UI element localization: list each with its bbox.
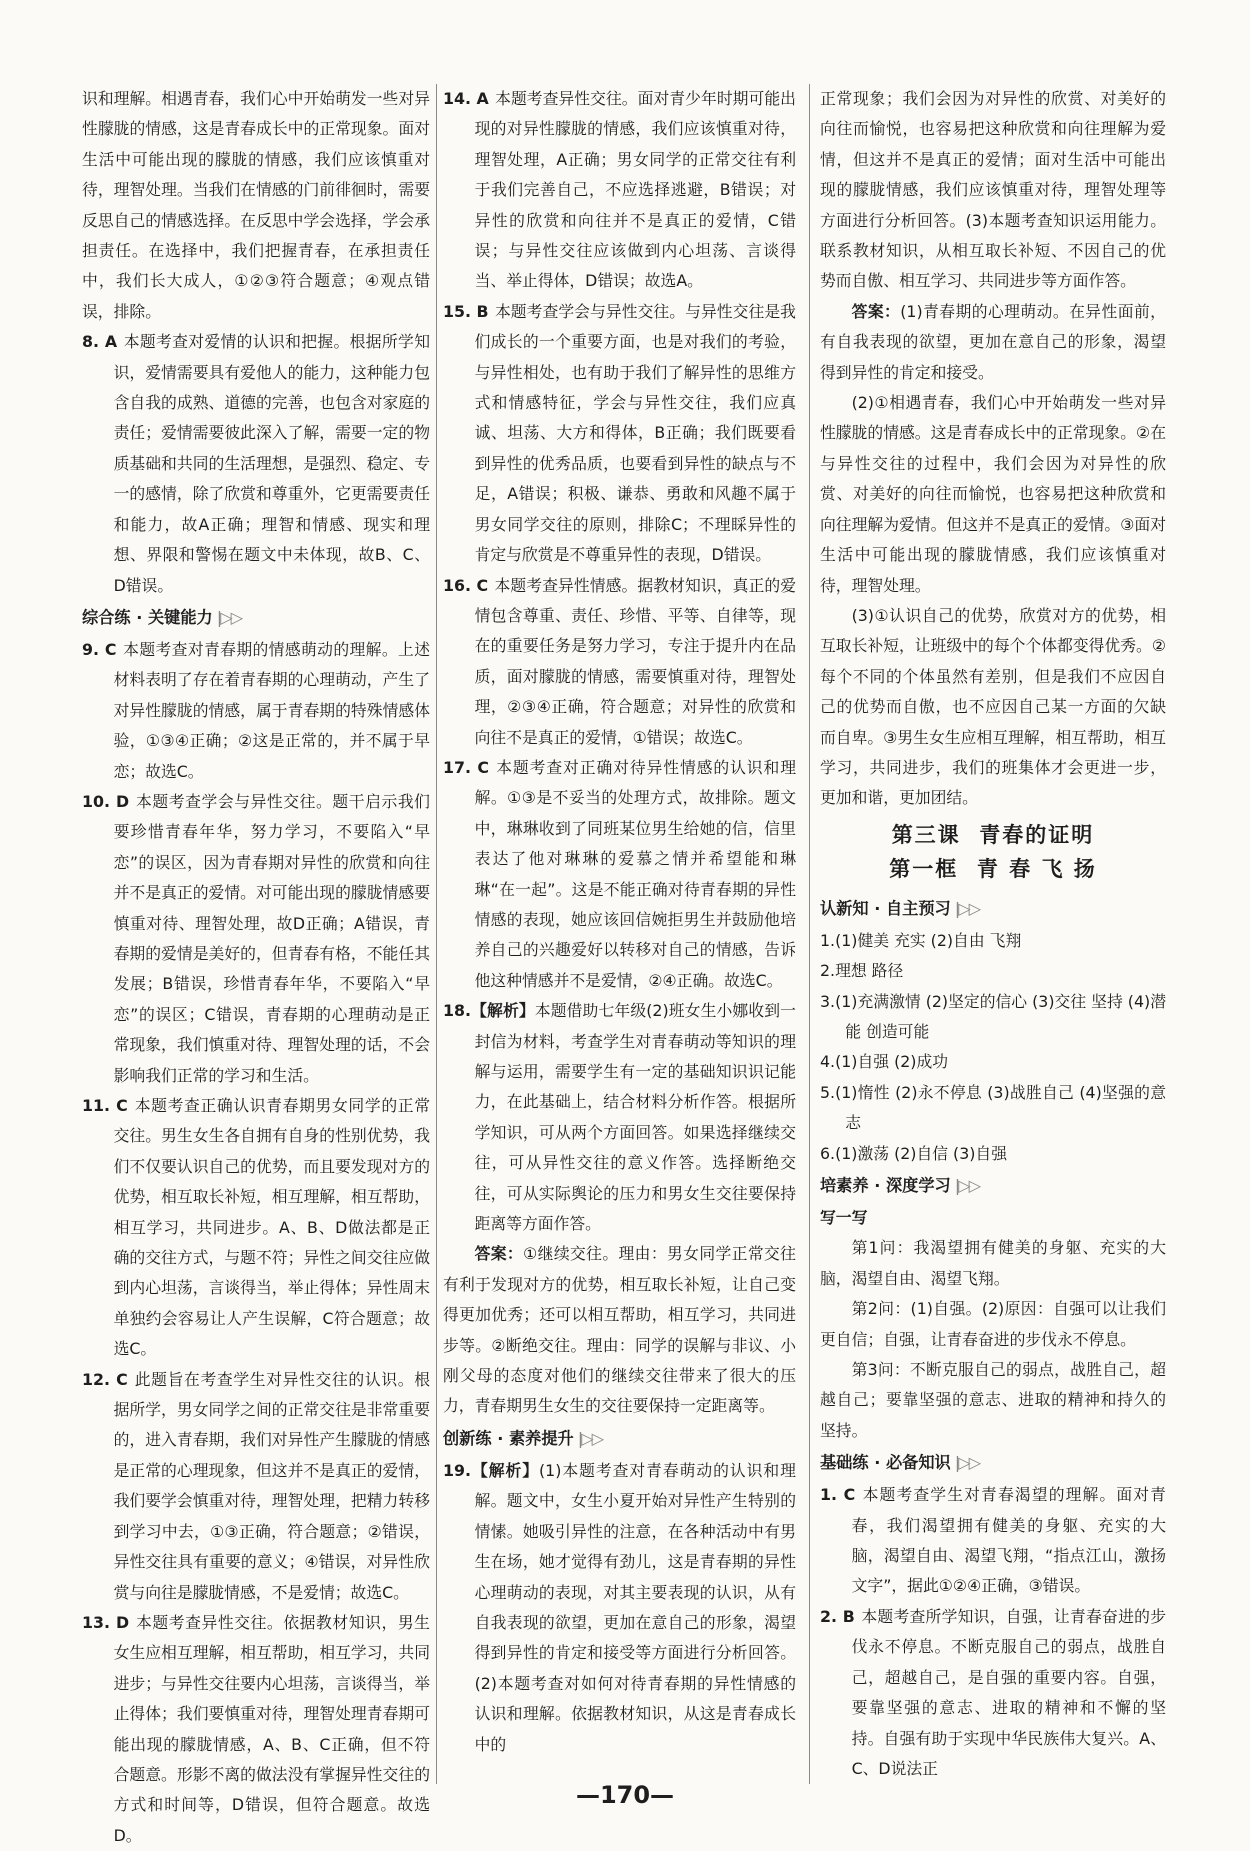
- section-heading-deep-learning: 培素养 · 深度学习 |▷▷: [820, 1176, 980, 1195]
- question-number: 9. C: [82, 639, 117, 659]
- q7-continuation: 识和理解。相遇青春，我们心中开始萌发一些对异性朦胧的情感，这是青春成长中的正常现象。面对生活中可能出现的朦胧的情感，我们应该慎重对待，理智处理。当我们在情感的门前徘徊时，需要反思自己的情感选择。在反思中学会选择，学会承担责任。在选择中，我们把握青春，在承担责任中，我们长大成人，①②③符合题意；④观点错误，排除。: [82, 89, 430, 321]
- question-number: 13. D: [82, 1612, 130, 1632]
- question-text: 本题考查对正确对待异性情感的认识和理解。①③是不妥当的处理方式，故排除。题文中，琳琳收到了同班某位男生给她的信，信里表达了他对琳琳的爱慕之情并希望能和琳琳“在一起”。这是不能正确对待青春期的异性情感的表现，她应该回信婉拒男生并鼓励他培养自己的兴趣爱好以转移对自己的情感，告诉他这种情感并不是爱情，②④正确。故选C。: [474, 757, 796, 990]
- question-text: 本题借助七年级(2)班女生小娜收到一封信为材料，考查学生对青春萌动等知识的理解与运用，需要学生有一定的基础知识识记能力，在此基础上，结合材料分析作答。根据所学知识，可从两个方面回答。如果选择继续交往，可从异性交往的意义作答。选择断绝交往，可从实际舆论的压力和男女生交往要保持距离等方面作答。: [474, 1001, 796, 1234]
- question-text: 本题考查对爱情的认识和把握。根据所学知识，爱情需要具有爱他人的能力，这种能力包含自我的成熟、道德的完善，也包含对家庭的责任；爱情需要彼此深入了解，需要一定的物质基础和共同的生活理想，是强烈、稳定、专一的感情，除了欣赏和尊重外，它更需要责任和能力，故A正确；理智和情感、现实和理想、界限和警惕在题文中未体现，故B、C、D错误。: [113, 332, 430, 595]
- question-number: 17. C: [443, 757, 489, 777]
- question-number: 8. A: [82, 332, 118, 352]
- answer-part-3: (3)①认识自己的优势，欣赏对方的优势，相互取长补短，让班级中的每个个体都变得优秀。②每个不同的个体虽然有差别，但是我们不应因自己的优势而自傲，也不应因自己某一方面的欠缺而自卑。③男生女生应相互理解，相互帮助，相互学习，共同进步，我们的班集体才会更进一步，更加和谐，更加团结。: [820, 605, 1166, 808]
- question-11: [82, 1091, 430, 1365]
- answer-part-2: (2)①相遇青春，我们心中开始萌发一些对异性朦胧的情感。这是青春成长中的正常现象。②在与异性交往的过程中，我们会因为对异性的欣赏、对美好的向往而愉悦，也容易把这种欣赏和向往理解为爱情。但这并不是真正的爱情。③面对生活中可能出现的朦胧情感，我们应该慎重对待，理智处理。: [820, 393, 1166, 595]
- answer-label: 答案：: [851, 301, 901, 321]
- preview-answer: 2.理想 路径: [820, 961, 904, 981]
- question-text: 本题考查正确认识青春期男女同学的正常交往。男生女生各自拥有自身的性别优势，我们不仅要认识自己的优势，而且要发现对方的优势，相互取长补短，相互理解，相互帮助，相互学习，共同进步。A、B、D做法都是正确的交往方式，与题不符；异性之间交往应做到内心坦荡，言谈得当，举止得体；异性周末单独约会容易让人产生误解，C符合题意；故选C。: [113, 1096, 430, 1359]
- question-number: 12. C: [82, 1369, 128, 1389]
- analysis-tag: 【解析】: [470, 1460, 539, 1480]
- question-text: 本题考查异性情感。据教材知识，真正的爱情包含尊重、责任、珍惜、平等、自律等，现在的重要任务是努力学习，专注于提升内在品质，面对朦胧的情感，需要慎重对待，理智处理，②③④正确，符合题意；对异性的欣赏和向往不是真正的爱情，①错误；故选C。: [474, 575, 796, 747]
- question-text: 本题考查所学知识，自强，让青春奋进的步伐永不停息。不断克服自己的弱点，战胜自己，超越自己，是自强的重要内容。自强，要靠坚强的意志、进取的精神和不懈的坚持。自强有助于实现中华民族伟大复兴。A、C、D说法正: [851, 1606, 1166, 1778]
- question-19: [443, 1456, 796, 1760]
- question-10: [82, 787, 430, 1091]
- preview-answer: 6.(1)激荡 (2)自信 (3)自强: [820, 1143, 1008, 1163]
- question-16: [443, 571, 796, 753]
- preview-answer: 4.(1)自强 (2)成功: [820, 1052, 949, 1072]
- write-answer: 第1问：我渴望拥有健美的身躯、充实的大脑，渴望自由、渴望飞翔。: [820, 1238, 1166, 1288]
- answer-part-1: [820, 297, 1166, 388]
- column-3: [820, 84, 1166, 1784]
- question-number: 16. C: [443, 575, 489, 595]
- column-1: [82, 84, 430, 1851]
- question-number: 10. D: [82, 791, 130, 811]
- column-2: [443, 84, 796, 1760]
- question-text: 本题考查学会与异性交往。与异性交往是我们成长的一个重要方面，也是对我们的考验，与异性相处，也有助于我们了解异性的思维方式和情感特征，学会与异性交往，我们应真诚、坦荡、大方和得体，B正确；我们既要看到异性的优秀品质，也要看到异性的缺点与不足，A错误；积极、谦恭、勇敢和风趣不属于男女同学交往的原则，排除C；不理睬异性的肯定与欣赏是不尊重异性的表现，D错误。: [474, 301, 796, 565]
- preview-answer: 1.(1)健美 充实 (2)自由 飞翔: [820, 930, 1022, 950]
- section-heading-comprehensive: 综合练 · 关键能力 |▷▷: [82, 607, 242, 627]
- question-14: [443, 84, 796, 297]
- question-number: 2. B: [820, 1606, 855, 1626]
- write-answer: 第2问：(1)自强。(2)原因：自强可以让我们更自信；自强，让青春奋进的步伐永不停息。: [820, 1299, 1166, 1349]
- section-heading-basic: 基础练 · 必备知识 |▷▷: [820, 1453, 980, 1473]
- question-text: 本题考查对青春期的情感萌动的理解。上述材料表明了存在着青春期的心理萌动，产生了对异性朦胧的情感，属于青春期的特殊情感体验，①③④正确；②这是正常的，并不属于早恋；故选C。: [113, 639, 430, 781]
- q19-continuation: 正常现象；我们会因为对异性的欣赏、对美好的向往而愉悦，也容易把这种欣赏和向往理解为爱情，但这并不是真正的爱情；面对生活中可能出现的朦胧情感，我们应该慎重对待，理智处理等方面进行分析回答。(3)本题考查知识运用能力。联系教材知识，从相互取长补短、不因自己的优势而自傲、相互学习、共同进步等方面作答。: [820, 89, 1166, 291]
- section-heading-preview: 认新知 · 自主预习 |▷▷: [820, 898, 980, 918]
- question-13: [82, 1608, 430, 1851]
- section-heading-innovation: 创新练 · 素养提升 |▷▷: [443, 1428, 603, 1448]
- write-answer: 第3问：不断克服自己的弱点，战胜自己，超越自己；要靠坚强的意志、进取的精神和持久的坚持。: [820, 1360, 1166, 1440]
- question-number: 11. C: [82, 1096, 128, 1115]
- question-17: [443, 753, 796, 996]
- question-text: 本题考查学生对青春渴望的理解。面对青春，我们渴望拥有健美的身躯、充实的大脑，渴望自由、渴望飞翔，“指点江山，激扬文字”，据此①②④正确，③错误。: [851, 1485, 1166, 1596]
- question-12: [82, 1365, 430, 1608]
- question-8: [82, 327, 430, 601]
- question-number: 15. B: [443, 301, 489, 321]
- question-number: 14. A: [443, 89, 489, 108]
- analysis-tag: 【解析】: [470, 1001, 535, 1021]
- question-15: [443, 297, 796, 571]
- question-text: 本题考查异性交往。依据教材知识，男生女生应相互理解，相互帮助，相互学习，共同进步；与异性交往要内心坦荡，言谈得当，举止得体；我们要慎重对待，理智处理青春期可能出现的朦胧情感，A、B、C正确，但不符合题意。形影不离的做法没有掌握异性交往的方式和时间等，D错误，但符合题意。故选D。: [113, 1612, 430, 1845]
- basic-question-2: [820, 1602, 1166, 1784]
- question-text: 此题旨在考查学生对异性交往的认识。根据所学，男女同学之间的正常交往是非常重要的，进入青春期，我们对异性产生朦胧的情感是正常的心理现象，但这并不是真正的爱情，我们要学会慎重对待，理智处理，把精力转移到学习中去，①③正确，符合题意；②错误，异性交往具有重要的意义；④错误，对异性欣赏与向往是朦胧情感，不是爱情；故选C。: [113, 1369, 430, 1602]
- preview-answer: 3.(1)充满激情 (2)坚定的信心 (3)交往 坚持 (4)潜能 创造可能: [820, 991, 1166, 1041]
- question-text: 本题考查异性交往。面对青少年时期可能出现的对异性朦胧的情感，我们应该慎重对待，理智处理，A正确；男女同学的正常交往有利于我们完善自己，不应选择逃避，B错误；对异性的欣赏和向往并不是真正的爱情，C错误；与异性交往应该做到内心坦荡、言谈得当、举止得体，D错误；故选A。: [474, 89, 796, 291]
- answer-label: 答案：: [474, 1244, 524, 1264]
- preview-answer: 5.(1)惰性 (2)永不停息 (3)战胜自己 (4)坚强的意志: [820, 1082, 1166, 1133]
- page-number: —170—: [575, 1781, 675, 1809]
- question-9: [82, 635, 430, 787]
- basic-question-1: [820, 1480, 1166, 1602]
- question-text: (1)本题考查对青春萌动的认识和理解。题文中，女生小夏开始对异性产生特别的情愫。她吸引异性的注意，在各种活动中有男生在场，她才觉得有劲儿，这是青春期的异性心理萌动的表现，对其主要表现的认识，从有自我表现的欲望，更加在意自己的形象，渴望得到异性的肯定和接受等方面进行分析回答。(2)本题考查对如何对待青春期的异性情感的认识和理解。依据教材知识，从这是青春成长中的: [474, 1460, 796, 1754]
- question-number: 1. C: [820, 1485, 856, 1505]
- question-text: 本题考查学会与异性交往。题干启示我们要珍惜青春年华，努力学习，不要陷入“早恋”的误区，因为青春期对异性的欣赏和向往并不是真正的爱情。对可能出现的朦胧情感要慎重对待、理智处理，故D正确；A错误，青春期的爱情是美好的，但青春有格，不能任其发展；B错误，珍惜青春年华，不要陷入“早恋”的误区；C错误，青春期的心理萌动是正常现象，我们慎重对待、理智处理的话，不会影响我们正常的学习和生活。: [113, 791, 430, 1085]
- write-label: 写一写: [820, 1208, 868, 1227]
- question-number: 18.: [443, 1001, 471, 1021]
- answer-text: ①继续交往。理由：男女同学正常交往有利于发现对方的优势，相互取长补短，让自己变得更加优秀；还可以相互帮助，相互学习，共同进步等。②断绝交往。理由：同学的误解与非议、小刚父母的态度对他们的继续交往带来了很大的压力，青春期男生女生的交往要保持一定距离等。: [443, 1244, 796, 1416]
- column-divider-1: [436, 84, 437, 1784]
- question-number: 19.: [443, 1460, 471, 1480]
- frame-title: 第一框 青 春 飞 扬: [889, 856, 1097, 881]
- question-18-answer: [443, 1239, 796, 1421]
- answer-text: (1)青春期的心理萌动。在异性面前，有自我表现的欲望，更加在意自己的形象，渴望得到异性的肯定和接受。: [820, 301, 1166, 382]
- question-18: [443, 996, 796, 1239]
- lesson-title: 第三课 青春的证明: [891, 822, 1095, 847]
- column-divider-2: [809, 84, 810, 1784]
